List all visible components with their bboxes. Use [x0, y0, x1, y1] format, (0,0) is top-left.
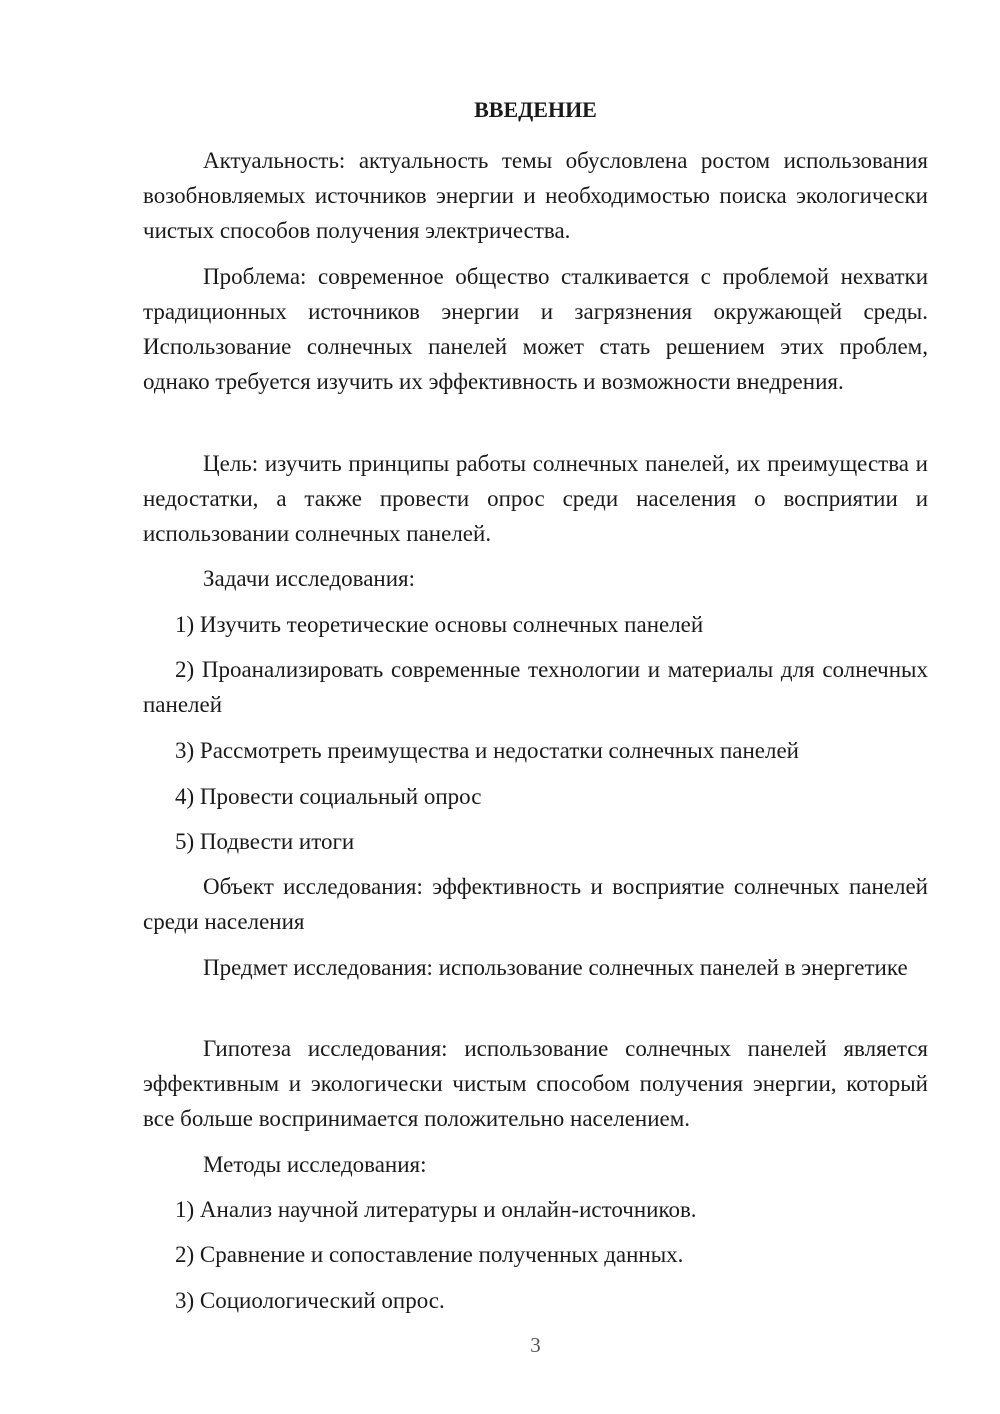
tasks-heading: Задачи исследования: [203, 566, 416, 591]
paragraph-hypothesis: Гипотеза исследования: использование солнечных панелей является эффективным и экологически чистым способом получения энергии, который все больше воспринимается положительно населением. [143, 1036, 928, 1131]
method-item-1: 1) Анализ научной литературы и онлайн-источников. [175, 1197, 697, 1222]
page-title: ВВЕДЕНИЕ [474, 97, 597, 122]
paragraph-problem: Проблема: современное общество сталкивается с проблемой нехватки традиционных источников энергии и загрязнения окружающей среды. Использование солнечных панелей может стать решением этих проблем, однако требуется изучить их эффективность и возможности внедрения. [143, 264, 928, 394]
task-item-2: 2) Проанализировать современные технологии и материалы для солнечных панелей [143, 657, 928, 717]
method-item-2: 2) Сравнение и сопоставление полученных данных. [175, 1242, 684, 1267]
method-item-3: 3) Социологический опрос. [175, 1288, 445, 1313]
task-item-3: 3) Рассмотреть преимущества и недостатки солнечных панелей [175, 738, 799, 763]
paragraph-subject: Предмет исследования: использование солнечных панелей в энергетике [203, 955, 908, 980]
task-item-4: 4) Провести социальный опрос [175, 784, 482, 809]
paragraph-goal: Цель: изучить принципы работы солнечных панелей, их преимущества и недостатки, а также провести опрос среди населения о восприятии и использовании солнечных панелей. [143, 451, 928, 546]
paragraph-relevance: Актуальность: актуальность темы обусловлена ростом использования возобновляемых источников энергии и необходимостью поиска экологически чистых способов получения электричества. [143, 148, 928, 243]
paragraph-object: Объект исследования: эффективность и восприятие солнечных панелей среди населения [143, 874, 928, 934]
task-item-1: 1) Изучить теоретические основы солнечных панелей [175, 612, 704, 637]
task-item-5: 5) Подвести итоги [175, 829, 355, 854]
methods-heading: Методы исследования: [203, 1152, 427, 1177]
page-number: 3 [530, 1333, 541, 1357]
document-page [143, 0, 928, 1414]
